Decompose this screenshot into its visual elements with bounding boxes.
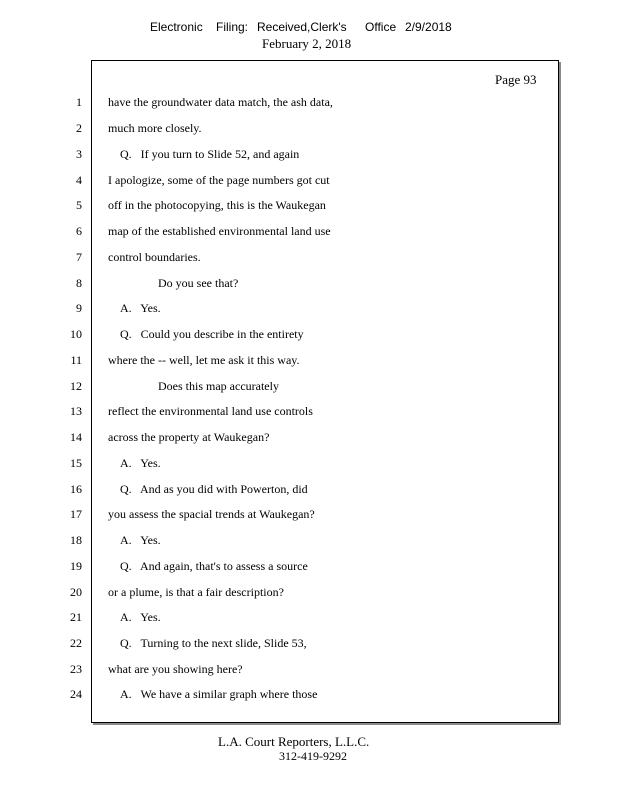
reporter-company: L.A. Court Reporters, L.L.C. [218,734,370,749]
line-number: 12 [70,379,82,393]
line-number: 20 [70,585,82,599]
transcript-line: what are you showing here? [108,662,243,676]
transcript-line: Q. If you turn to Slide 52, and again [120,147,300,161]
filed-date: February 2, 2018 [262,36,352,51]
reporter-phone: 312-419-9292 [279,749,347,763]
transcript-line: Does this map accurately [158,379,279,393]
transcript-line: I apologize, some of the page numbers got cut [108,173,330,187]
line-number: 18 [70,533,82,547]
stamp-office: Office [365,20,397,34]
line-number: 2 [76,121,82,135]
line-number: 6 [76,224,82,238]
transcript-line: have the groundwater data match, the ash data, [108,95,333,109]
transcript-line: where the -- well, let me ask it this way. [108,353,300,367]
line-number: 17 [70,507,82,521]
line-number: 8 [76,276,82,290]
transcript-line: Q. Could you describe in the entirety [120,327,304,341]
stamp-filing: Filing: [216,20,249,34]
line-number: 13 [70,404,82,418]
line-number: 3 [76,147,82,161]
line-number: 1 [76,95,82,109]
line-number: 11 [70,353,82,367]
transcript-line: A. Yes. [120,301,161,315]
page-number: Page 93 [495,72,537,87]
line-number: 21 [70,610,82,624]
transcript-line: Q. Turning to the next slide, Slide 53, [120,636,307,650]
transcript-line: across the property at Waukegan? [108,430,270,444]
stamp-date: 2/9/2018 [405,20,452,34]
transcript-line: A. Yes. [120,610,161,624]
line-number: 7 [76,250,82,264]
transcript-line: or a plume, is that a fair description? [108,585,284,599]
transcript-line: A. We have a similar graph where those [120,687,318,701]
electronic-filing-stamp [150,20,452,34]
transcript-line: map of the established environmental land use [108,224,331,238]
line-number: 23 [70,662,82,676]
line-number: 5 [76,198,82,212]
transcript-line: reflect the environmental land use controls [108,404,313,418]
transcript-line: Do you see that? [158,276,239,290]
line-number: 22 [70,636,82,650]
line-number: 10 [70,327,82,341]
stamp-received: Received,Clerk's [257,20,347,34]
line-number: 16 [70,482,82,496]
transcript-line: Q. And again, that's to assess a source [120,559,308,573]
line-number: 4 [76,173,82,187]
line-number: 15 [70,456,82,470]
line-number: 24 [70,687,82,701]
transcript-line: A. Yes. [120,533,161,547]
transcript-line: Q. And as you did with Powerton, did [120,482,308,496]
transcript-line: A. Yes. [120,456,161,470]
transcript-line: much more closely. [108,121,202,135]
line-number: 14 [70,430,82,444]
stamp-electronic: Electronic [150,20,203,34]
transcript-line: you assess the spacial trends at Waukegan? [108,507,315,521]
transcript-line: off in the photocopying, this is the Waukegan [108,198,326,212]
line-number: 19 [70,559,82,573]
transcript-line: control boundaries. [108,250,201,264]
line-number: 9 [76,301,82,315]
